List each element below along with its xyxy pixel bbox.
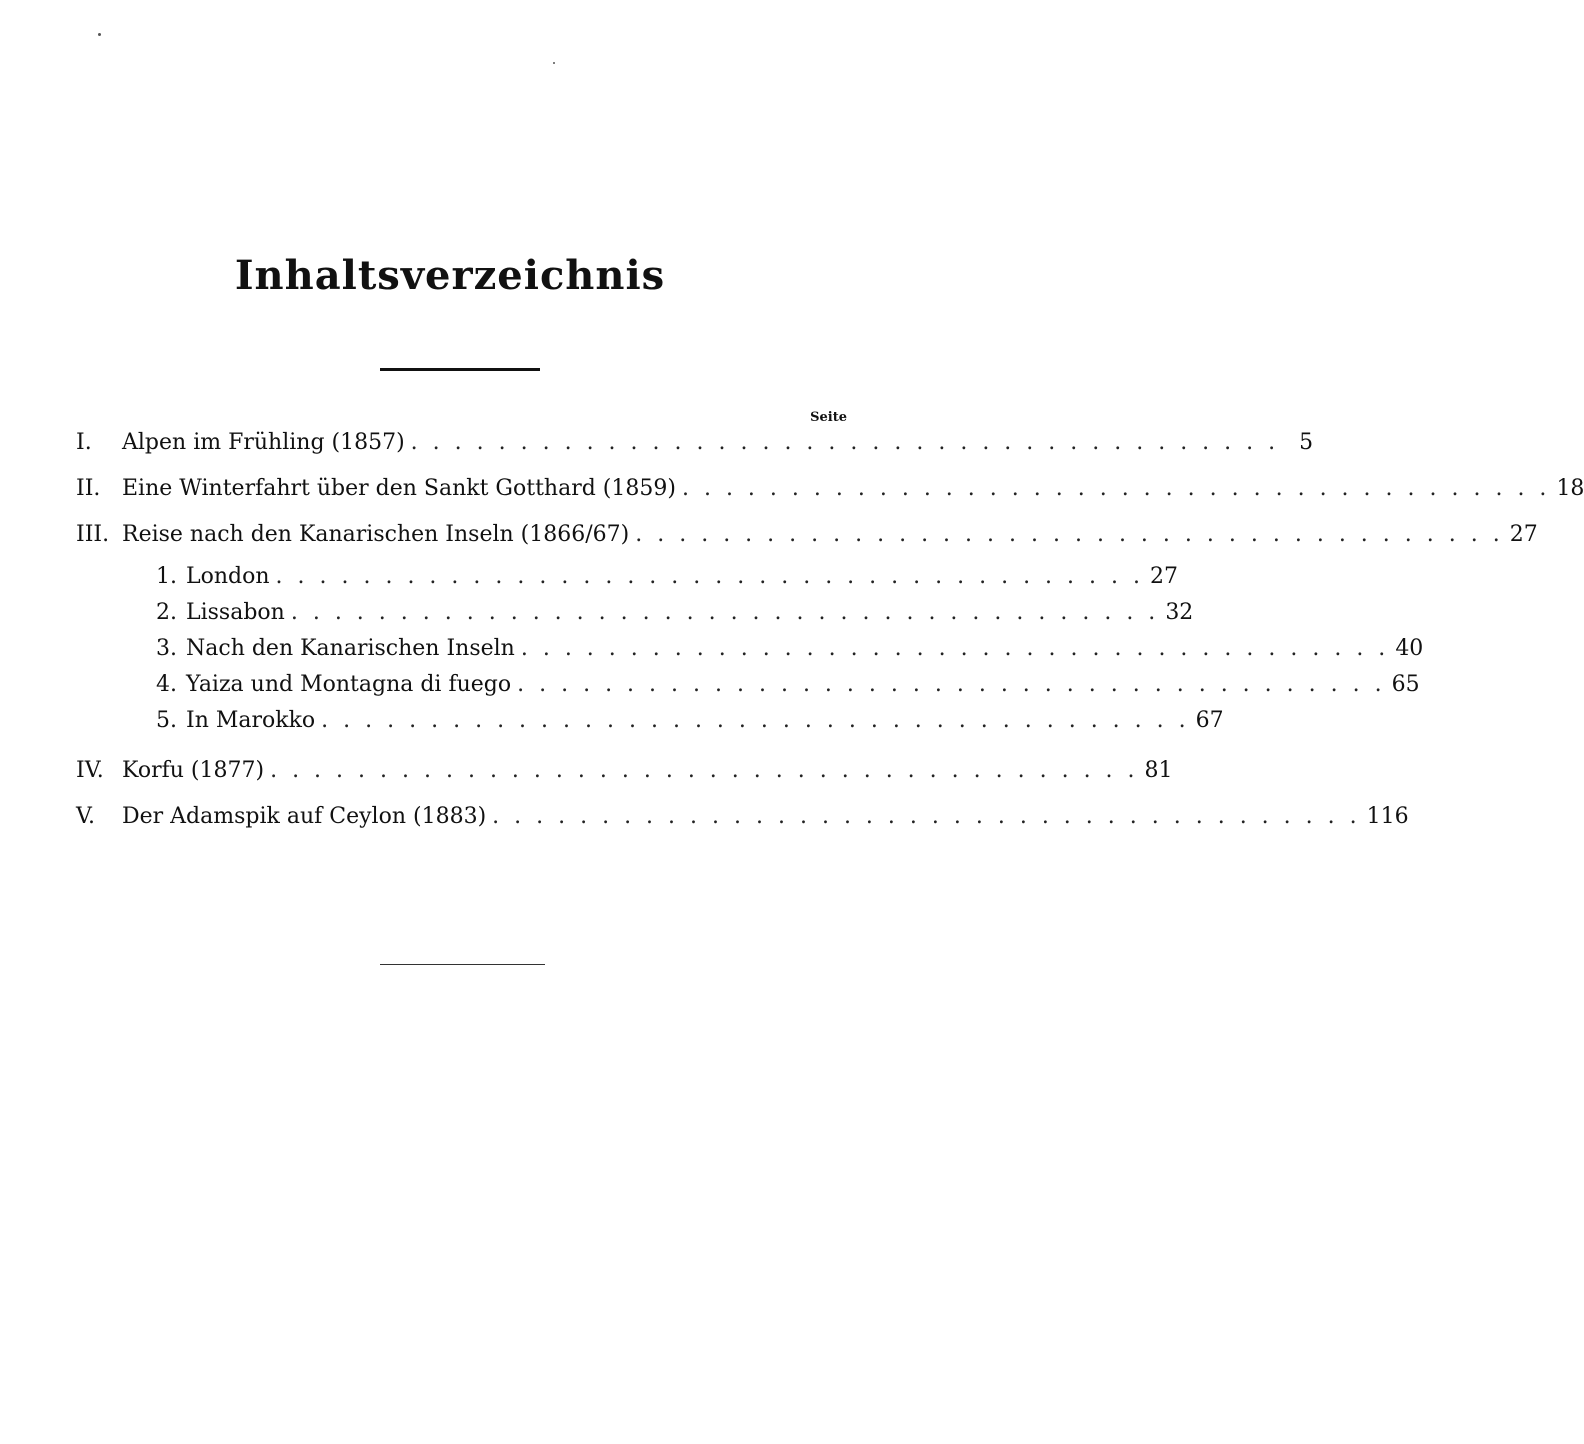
toc-subentry	[156, 636, 1424, 670]
print-speck	[553, 62, 555, 64]
toc-entry	[76, 804, 1409, 838]
toc-entry	[76, 522, 1538, 556]
title-divider	[380, 368, 540, 371]
entry-title: Der Adamspik auf Ceylon (1883)	[122, 804, 487, 829]
leader-dots: . . . . . . . . . . . . . . . . . . . . . . . . . . . . . . . . . . . . . . . .	[520, 636, 1390, 661]
entry-page: 18	[1556, 476, 1584, 501]
entry-title: Lissabon	[186, 600, 285, 625]
toc-subentry	[156, 708, 1224, 742]
entry-title: Reise nach den Kanarischen Inseln (1866/67)	[122, 522, 630, 547]
toc-subentry	[156, 564, 1178, 598]
entry-number: III.	[76, 522, 110, 547]
toc-subentry	[156, 672, 1420, 706]
closing-divider	[380, 964, 545, 965]
entry-title: In Marokko	[186, 708, 316, 733]
entry-page: 67	[1195, 708, 1224, 733]
leader-dots: . . . . . . . . . . . . . . . . . . . . . . . . . . . . . . . . . . . . . . . .	[270, 758, 1139, 783]
leader-dots: . . . . . . . . . . . . . . . . . . . . . . . . . . . . . . . . . . . . . . . .	[635, 522, 1504, 547]
entry-title: Alpen im Frühling (1857)	[122, 430, 405, 455]
entry-page: 40	[1395, 636, 1424, 661]
entry-title: Nach den Kanarischen Inseln	[186, 636, 515, 661]
leader-dots: . . . . . . . . . . . . . . . . . . . . . . . . . . . . . . . . . . . . . . . .	[290, 600, 1160, 625]
entry-number: 4.	[156, 672, 177, 697]
page-title: Inhaltsverzeichnis	[234, 252, 666, 299]
leader-dots: . . . . . . . . . . . . . . . . . . . . . . . . . . . . . . . . . . . . . . . .	[321, 708, 1190, 733]
leader-dots: . . . . . . . . . . . . . . . . . . . . . . . . . . . . . . . . . . . . . . . .	[517, 672, 1386, 697]
toc-entry	[76, 758, 1173, 792]
entry-number: 2.	[156, 600, 177, 625]
leader-dots: . . . . . . . . . . . . . . . . . . . . . . . . . . . . . . . . . . . . . . . .	[681, 476, 1551, 501]
entry-page: 27	[1150, 564, 1178, 589]
entry-page: 116	[1366, 804, 1409, 829]
entry-title: Yaiza und Montagna di fuego	[186, 672, 512, 697]
toc-entry	[76, 476, 1584, 510]
entry-number: II.	[76, 476, 101, 501]
print-speck	[98, 33, 101, 36]
leader-dots: . . . . . . . . . . . . . . . . . . . . . . . . . . . . . . . . . . . . . . . .	[275, 564, 1144, 589]
entry-number: I.	[76, 430, 92, 455]
entry-title: Korfu (1877)	[122, 758, 265, 783]
entry-page: 32	[1165, 600, 1194, 625]
entry-number: V.	[76, 804, 96, 829]
entry-number: 3.	[156, 636, 177, 661]
entry-number: 5.	[156, 708, 177, 733]
entry-title: London	[186, 564, 270, 589]
entry-number: IV.	[76, 758, 104, 783]
entry-page: 81	[1144, 758, 1173, 783]
entry-number: 1.	[156, 564, 177, 589]
entry-page: 5	[1299, 430, 1314, 455]
toc-subentry	[156, 600, 1194, 634]
entry-title: Eine Winterfahrt über den Sankt Gotthard (1859)	[122, 476, 676, 501]
leader-dots: . . . . . . . . . . . . . . . . . . . . . . . . . . . . . . . . . . . . . . . .	[410, 430, 1280, 455]
toc-entry	[76, 430, 1314, 464]
leader-dots: . . . . . . . . . . . . . . . . . . . . . . . . . . . . . . . . . . . . . . . .	[492, 804, 1361, 829]
page-column-header: Seite	[810, 410, 847, 425]
entry-page: 65	[1391, 672, 1420, 697]
entry-page: 27	[1509, 522, 1538, 547]
